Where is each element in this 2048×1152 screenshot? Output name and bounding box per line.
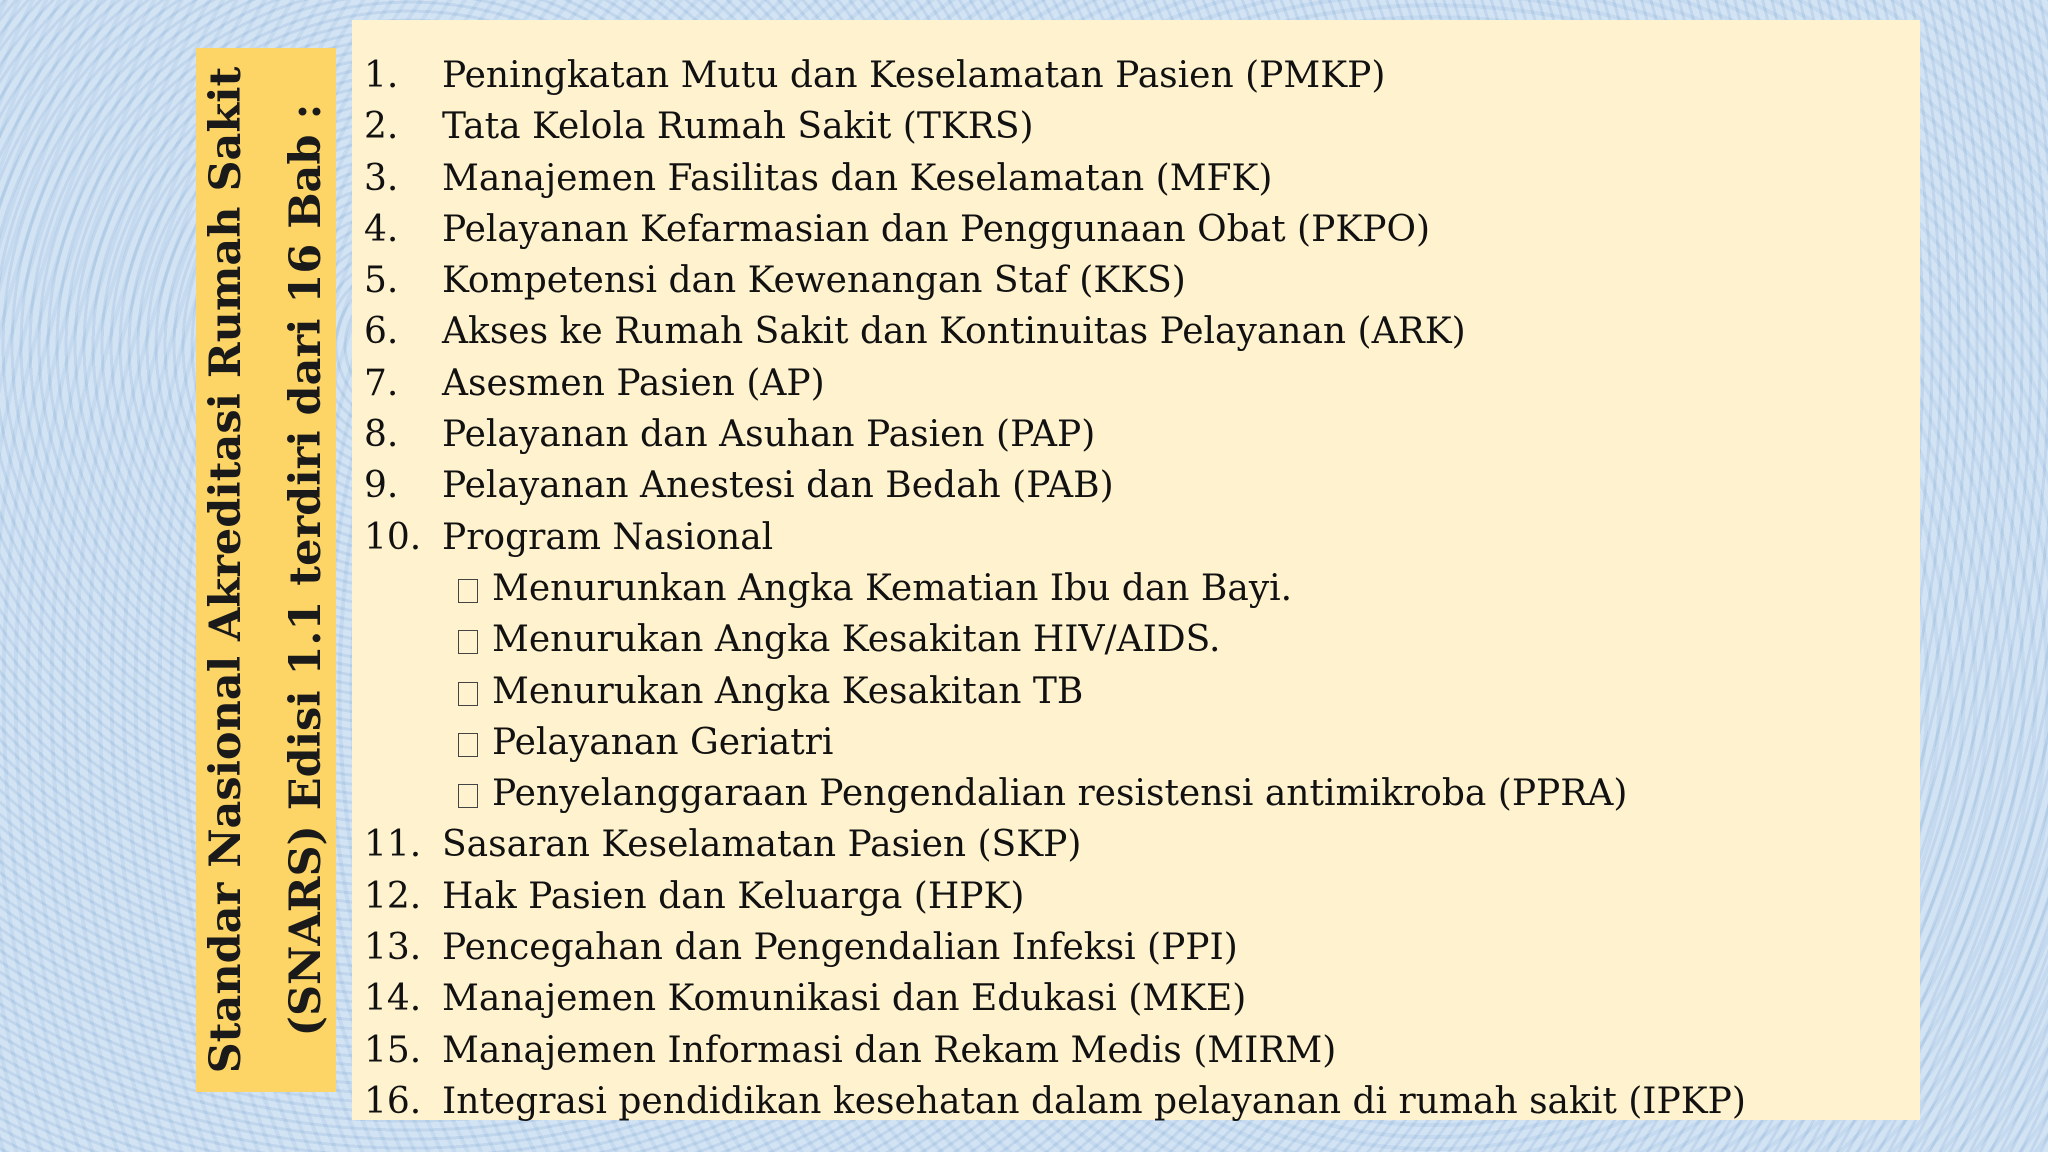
chapter-number: 1.	[364, 55, 399, 96]
chapter-item	[364, 101, 1920, 152]
chapter-title: Kompetensi dan Kewenangan Staf (KKS)	[442, 260, 1186, 302]
chapter-title: Integrasi pendidikan kesehatan dalam pelayanan di rumah sakit (IPKP)	[442, 1080, 1746, 1122]
chapter-item	[364, 306, 1920, 357]
chapter-number: 14.	[364, 978, 422, 1020]
program-nasional-item	[364, 563, 1920, 614]
chapter-number: 12.	[364, 875, 422, 917]
square-bullet-icon	[458, 682, 478, 706]
chapter-title: Sasaran Keselamatan Pasien (SKP)	[442, 824, 1082, 866]
chapter-list	[364, 50, 1920, 1127]
chapter-title: Peningkatan Mutu dan Keselamatan Pasien (PMKP)	[442, 55, 1386, 96]
chapter-number: 16.	[364, 1080, 422, 1122]
chapter-title: Manajemen Informasi dan Rekam Medis (MIRM)	[442, 1029, 1337, 1071]
chapter-item	[364, 1076, 1920, 1127]
square-bullet-icon	[458, 733, 478, 757]
square-bullet-icon	[458, 579, 478, 603]
chapter-title: Program Nasional	[442, 516, 774, 558]
chapter-title: Pelayanan Kefarmasian dan Penggunaan Obat (PKPO)	[442, 208, 1430, 250]
chapter-item	[364, 409, 1920, 460]
side-title-box	[196, 48, 336, 1092]
chapter-item	[364, 973, 1920, 1024]
chapter-item	[364, 204, 1920, 255]
chapter-title: Pelayanan Anestesi dan Bedah (PAB)	[442, 465, 1114, 507]
chapter-title: Hak Pasien dan Keluarga (HPK)	[442, 875, 1025, 917]
chapter-number: 8.	[364, 414, 399, 456]
square-bullet-icon	[458, 630, 478, 654]
chapter-title: Akses ke Rumah Sakit dan Kontinuitas Pelayanan (ARK)	[442, 311, 1466, 353]
program-nasional-text: Pelayanan Geriatri	[492, 721, 834, 763]
chapter-item	[364, 255, 1920, 306]
chapter-item	[364, 460, 1920, 511]
side-title	[186, 48, 346, 1092]
chapter-title: Pelayanan dan Asuhan Pasien (PAP)	[442, 414, 1096, 456]
chapter-item	[364, 50, 1920, 101]
chapter-item	[364, 512, 1920, 563]
program-nasional-text: Menurukan Angka Kesakitan TB	[492, 670, 1084, 712]
square-bullet-icon	[458, 784, 478, 808]
chapter-list-panel	[352, 20, 1920, 1120]
chapter-number: 9.	[364, 465, 399, 507]
chapter-number: 2.	[364, 106, 399, 148]
chapter-item	[364, 1025, 1920, 1076]
chapter-number: 6.	[364, 311, 399, 353]
program-nasional-text: Menurukan Angka Kesakitan HIV/AIDS.	[492, 619, 1221, 661]
chapter-title: Manajemen Fasilitas dan Keselamatan (MFK)	[442, 157, 1273, 199]
chapter-number: 7.	[364, 362, 399, 404]
program-nasional-text: Penyelanggaraan Pengendalian resistensi antimikroba (PPRA)	[492, 773, 1628, 815]
program-nasional-item	[364, 614, 1920, 665]
chapter-title: Pencegahan dan Pengendalian Infeksi (PPI)	[442, 927, 1238, 969]
program-nasional-item	[364, 666, 1920, 717]
chapter-number: 4.	[364, 208, 399, 250]
chapter-number: 13.	[364, 927, 422, 969]
chapter-number: 10.	[364, 516, 422, 558]
chapter-number: 3.	[364, 157, 399, 199]
chapter-item	[364, 153, 1920, 204]
chapter-number: 5.	[364, 260, 399, 302]
chapter-title: Asesmen Pasien (AP)	[442, 362, 825, 404]
chapter-title: Manajemen Komunikasi dan Edukasi (MKE)	[442, 978, 1247, 1020]
chapter-number: 15.	[364, 1029, 422, 1071]
side-title-line-1: Standar Nasional Akreditasi Rumah Sakit	[201, 66, 251, 1074]
program-nasional-item	[364, 768, 1920, 819]
program-nasional-text: Menurunkan Angka Kematian Ibu dan Bayi.	[492, 567, 1293, 609]
side-title-line-2: (SNARS) Edisi 1.1 terdiri dari 16 Bab :	[281, 103, 331, 1037]
chapter-number: 11.	[364, 824, 422, 866]
program-nasional-item	[364, 717, 1920, 768]
chapter-title: Tata Kelola Rumah Sakit (TKRS)	[442, 106, 1034, 148]
chapter-item	[364, 871, 1920, 922]
chapter-item	[364, 358, 1920, 409]
chapter-item	[364, 819, 1920, 870]
chapter-item	[364, 922, 1920, 973]
